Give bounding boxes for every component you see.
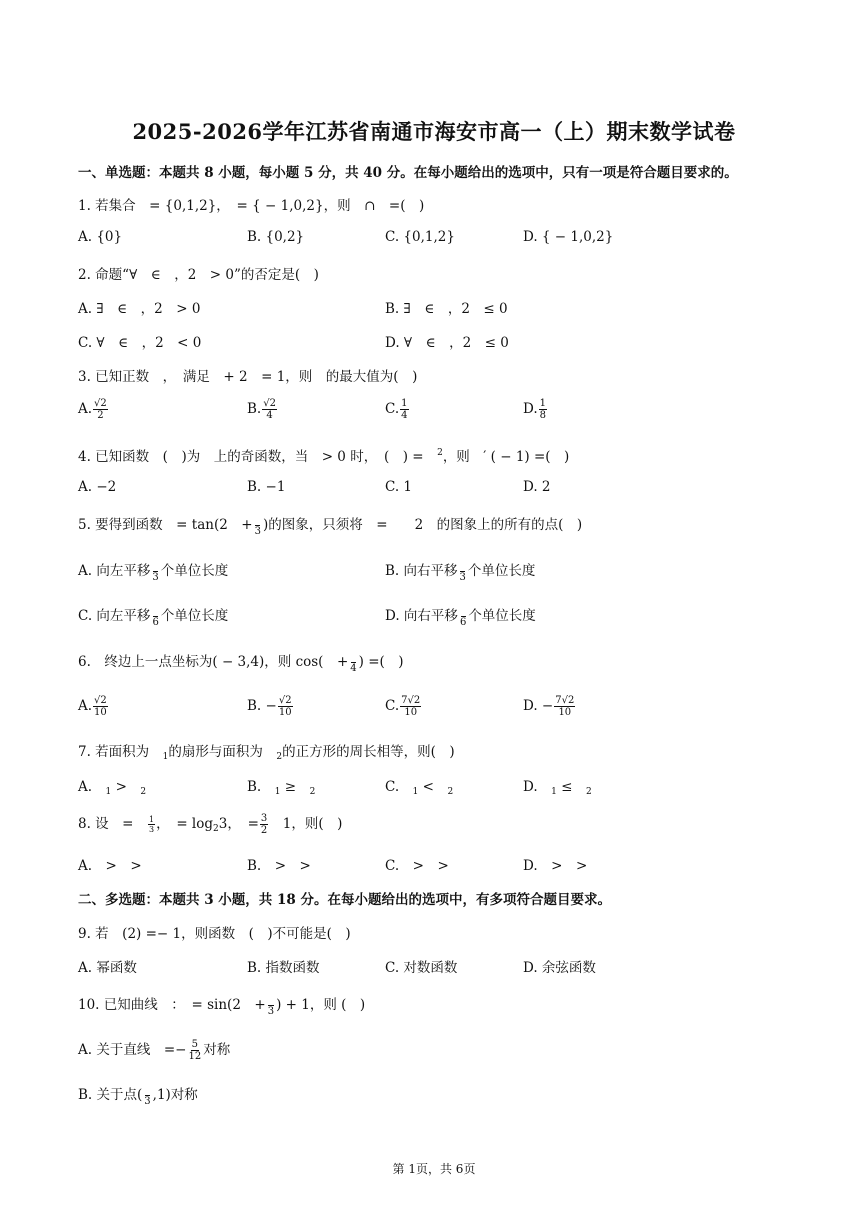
question-9-option-a: A. 幂函数 bbox=[78, 960, 137, 976]
question-8-option-b: B. > > bbox=[247, 858, 311, 874]
question-10-option-b: B. 关于点( 3 ,1)对称 bbox=[78, 1083, 198, 1107]
question-1-stem: 1. 若集合 = {0,1,2}， = { − 1,0,2}，则 ∩ =( ) bbox=[78, 198, 425, 214]
question-2-option-c: C. ∀ ∈ ，2 < 0 bbox=[78, 335, 202, 351]
question-7-option-c: C. $_1$ < $_2$ bbox=[385, 779, 454, 797]
question-2-option-a: A. ∃ ∈ ，2 > 0 bbox=[78, 301, 201, 317]
question-3-stem: 3. 已知正数 ， 满足 + 2 = 1，则 的最大值为( ) bbox=[78, 369, 418, 385]
question-9-option-b: B. 指数函数 bbox=[247, 960, 320, 976]
question-1-option-b: B. {0,2} bbox=[247, 229, 305, 245]
question-2-option-d: D. ∀ ∈ ，2 ≤ 0 bbox=[385, 335, 509, 351]
question-7-stem: 7. 若面积为 $_1$的扇形与面积为 $_2$的正方形的周长相等，则( ) bbox=[78, 744, 455, 762]
question-5-option-a: A. 向左平移 3 个单位长度 bbox=[78, 559, 228, 583]
question-4-stem: 4. 已知函数 ( )为 上的奇函数，当 > 0 时， ( ) = $^2$，则 ′ ( − 1) =( ) bbox=[78, 448, 570, 465]
question-9-option-d: D. 余弦函数 bbox=[523, 960, 596, 976]
question-8-option-c: C. > > bbox=[385, 858, 449, 874]
question-8-option-d: D. > > bbox=[523, 858, 588, 874]
question-2-stem: 2. 命题“∀ ∈ ，2 > 0”的否定是( ) bbox=[78, 267, 319, 283]
question-5-option-b: B. 向右平移 3 个单位长度 bbox=[385, 559, 535, 583]
question-5-stem: 5. 要得到函数 = tan(2 + 3 )的图象，只须将 = 2 的图象上的所有的点( ) bbox=[78, 513, 582, 537]
question-9-option-c: C. 对数函数 bbox=[385, 960, 458, 976]
section-single-choice-heading: 一、单选题：本题共 8 小题，每小题 5 分，共 40 分。在每小题给出的选项中，只有一项是符合题目要求的。 bbox=[78, 165, 738, 181]
question-7-option-d: D. $_1$ ≤ $_2$ bbox=[523, 779, 592, 797]
question-4-option-b: B. −1 bbox=[247, 479, 286, 495]
question-9-stem: 9. 若 (2) =− 1，则函数 ( )不可能是( ) bbox=[78, 926, 351, 942]
question-2-option-b: B. ∃ ∈ ，2 ≤ 0 bbox=[385, 301, 508, 317]
question-1-option-d: D. { − 1,0,2} bbox=[523, 229, 614, 245]
question-3-option-c: C. $\frac{1}{4}$ bbox=[385, 398, 408, 421]
question-6-option-a: A. $\frac{√2}{10}$ bbox=[78, 695, 107, 718]
question-1-option-a: A. {0} bbox=[78, 229, 123, 245]
page-title: 2025-2026学年江苏省南通市海安市高一（上）期末数学试卷 bbox=[132, 119, 736, 144]
question-4-option-d: D. 2 bbox=[523, 479, 551, 495]
question-6-option-d: D. − $\frac{7√2}{10}$ bbox=[523, 695, 575, 718]
section-multiple-choice-heading: 二、多选题：本题共 3 小题，共 18 分。在每小题给出的选项中，有多项符合题目要求。 bbox=[78, 892, 611, 908]
question-6-option-b: B. − $\frac{√2}{10}$ bbox=[247, 695, 292, 718]
question-7-option-b: B. $_1$ ≥ $_2$ bbox=[247, 779, 316, 797]
question-6-stem: 6. 终边上一点坐标为( − 3,4)，则 cos( + 4 ) =( ) bbox=[78, 650, 404, 674]
question-7-option-a: A. $_1$ > $_2$ bbox=[78, 779, 147, 797]
question-4-option-c: C. 1 bbox=[385, 479, 413, 495]
question-5-option-c: C. 向左平移 6 个单位长度 bbox=[78, 604, 228, 628]
question-3-option-d: D. $\frac{1}{8}$ bbox=[523, 398, 547, 421]
question-3-option-b: B. $\frac{√2}{4}$ bbox=[247, 398, 276, 421]
question-4-option-a: A. −2 bbox=[78, 479, 117, 495]
question-1-option-c: C. {0,1,2} bbox=[385, 229, 455, 245]
question-3-option-a: A. $\frac{√2}{2}$ bbox=[78, 398, 107, 421]
question-6-option-c: C. $\frac{7√2}{10}$ bbox=[385, 695, 421, 718]
question-10-stem: 10. 已知曲线 ： = sin(2 + 3 ) + 1，则 ( ) bbox=[78, 993, 365, 1017]
page-footer: 第 1页，共 6页 bbox=[392, 1162, 476, 1176]
question-8-stem: 8. 设 = $\frac{1}{3}$ ， = $\log_23$， = $\frac{3}{2}$ 1，则( ) bbox=[78, 813, 343, 836]
question-10-option-a: A. 关于直线 =− $\frac{5}{12}$ 对称 bbox=[78, 1039, 231, 1062]
question-8-option-a: A. > > bbox=[78, 858, 142, 874]
question-5-option-d: D. 向右平移 6 个单位长度 bbox=[385, 604, 536, 628]
